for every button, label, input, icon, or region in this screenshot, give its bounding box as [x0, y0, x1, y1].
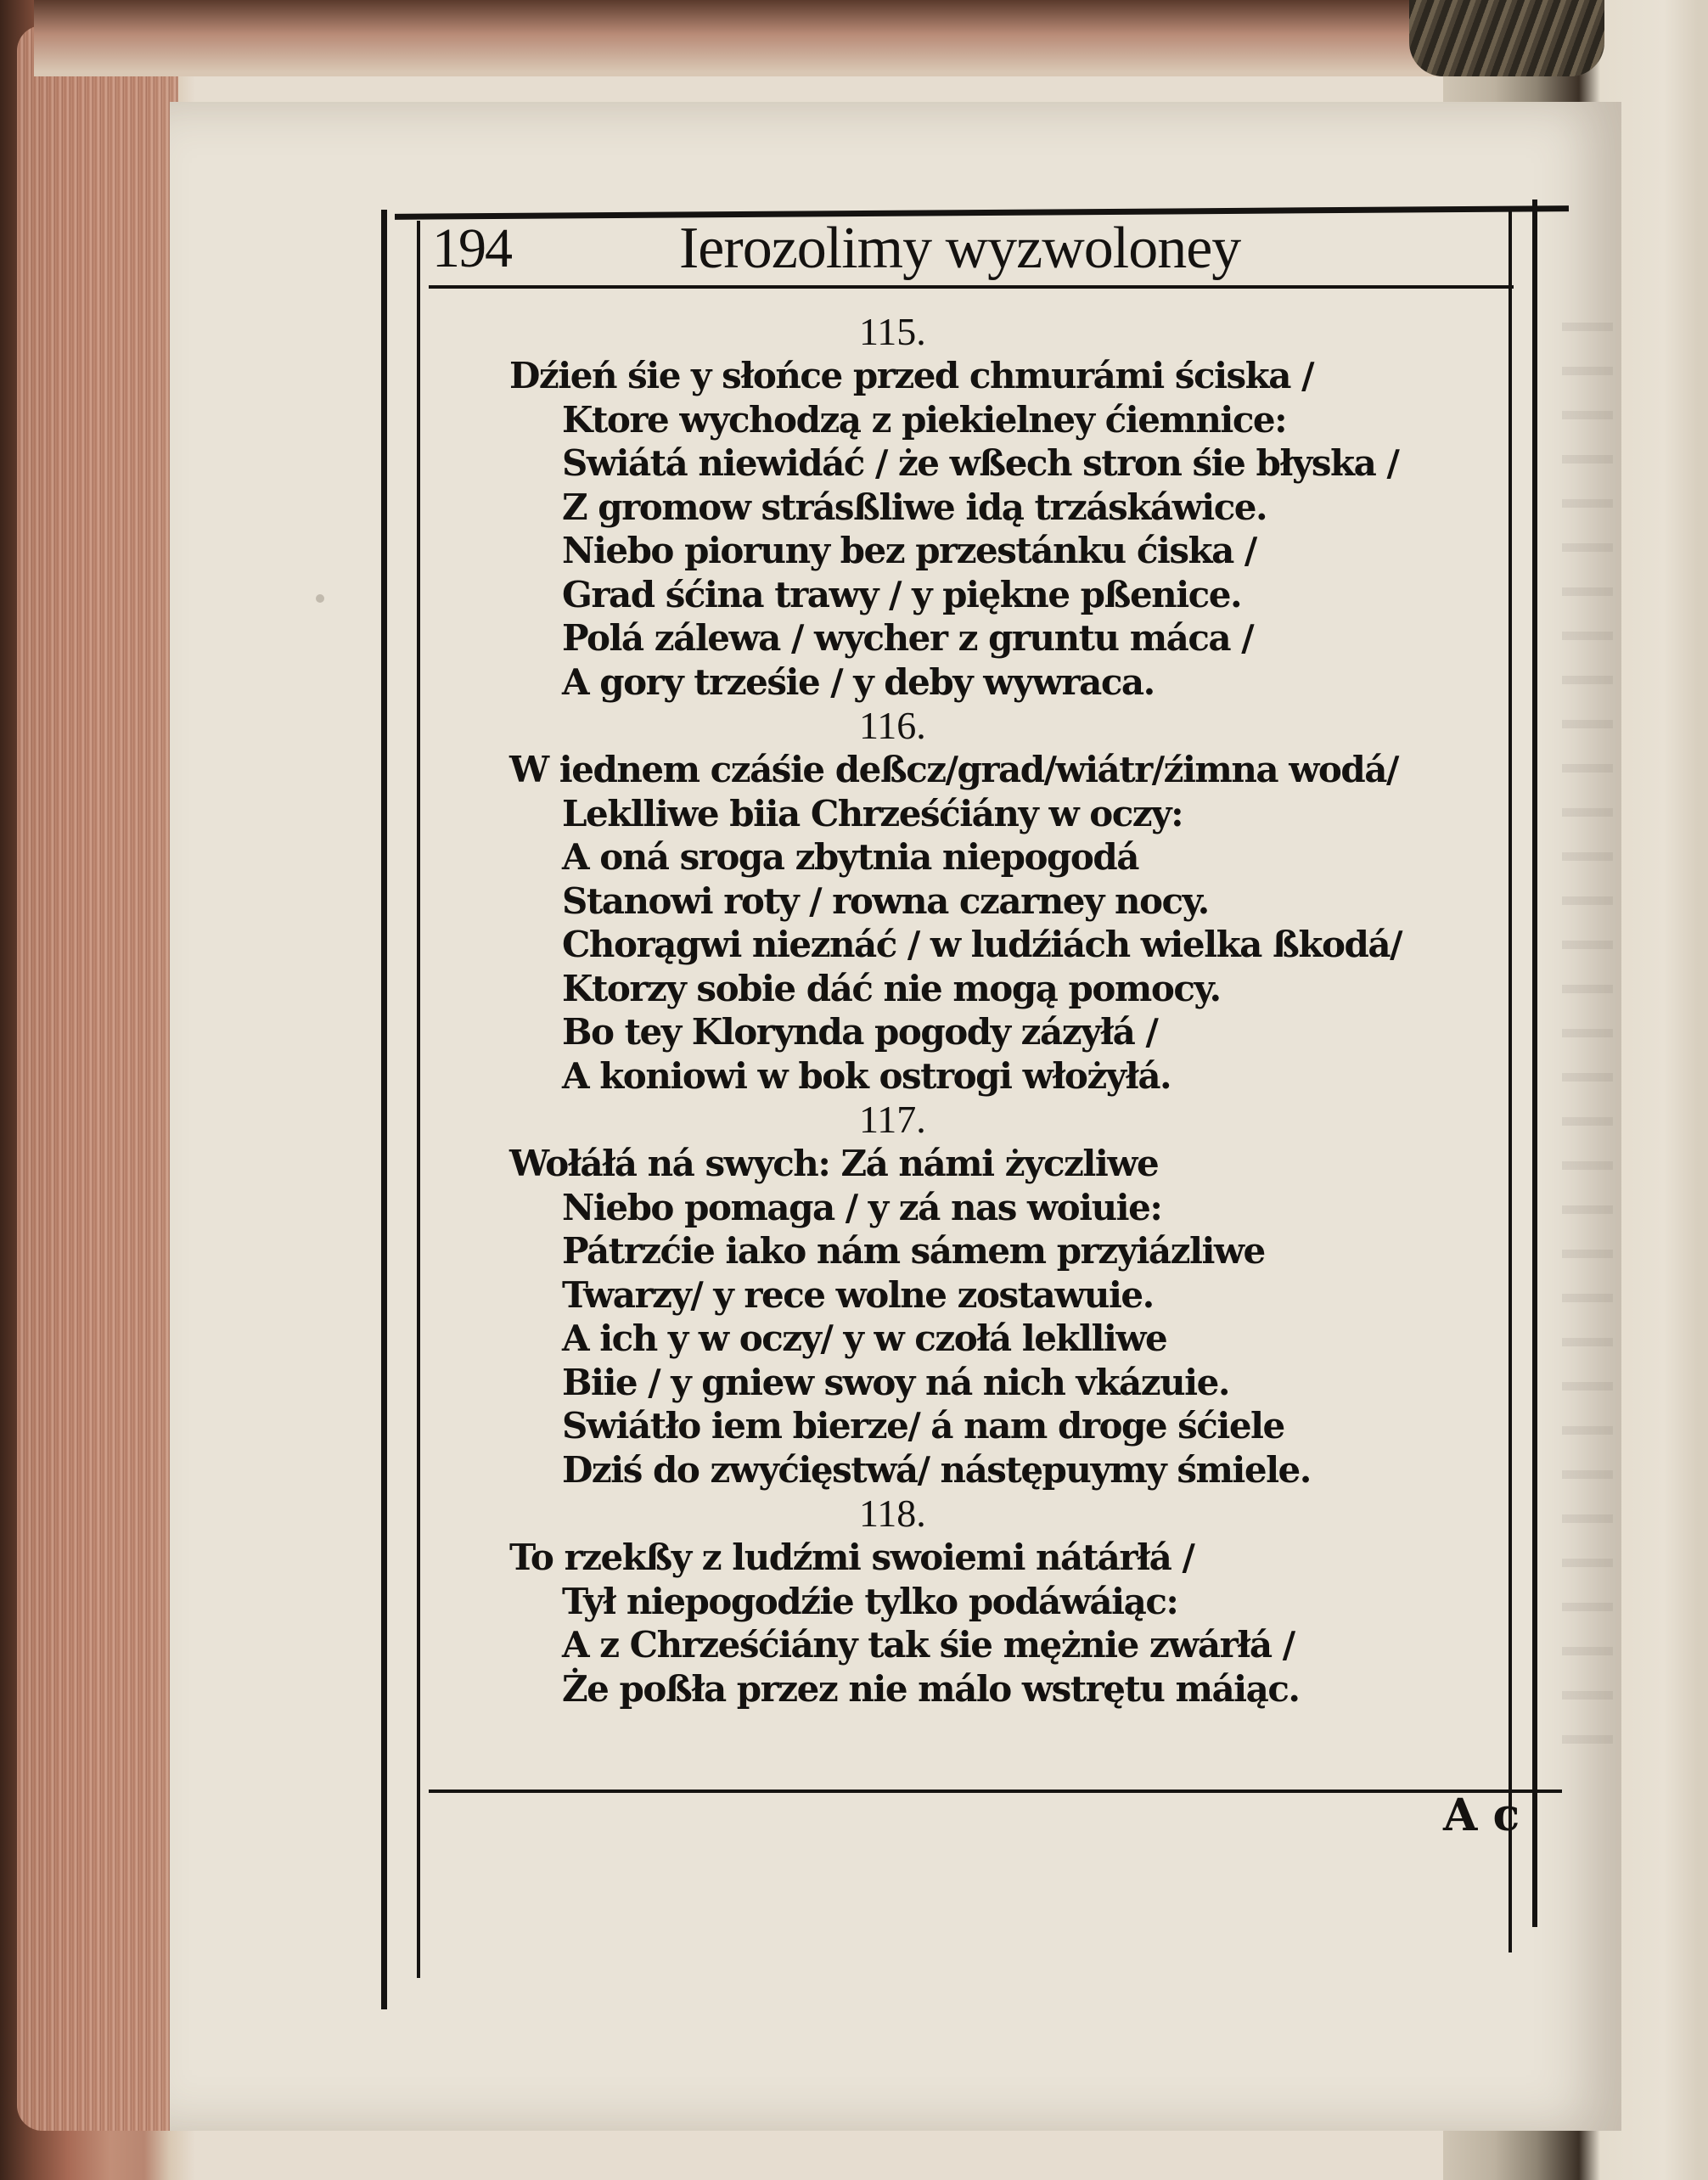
- verse-line: To rzekßy z ludźmi swoiemi nátárłá /: [509, 1537, 1194, 1578]
- stanza: [509, 1098, 1494, 1492]
- verse-line: Ktorzy sobie dáć nie mogą pomocy.: [562, 967, 1221, 1009]
- verse-line: A oná sroga zbytnia niepogodá: [562, 836, 1138, 878]
- poem-text-block: [509, 310, 1494, 1711]
- catchword: A c: [1443, 1790, 1520, 1841]
- verse-line: Biie / y gniew swoy ná nich vkázuie.: [562, 1361, 1229, 1403]
- verse-line: Z gromow strásßliwe idą trzáskáwice.: [562, 486, 1267, 528]
- frame-right-inner-rule: [1509, 211, 1512, 1952]
- bleed-through: [1562, 323, 1613, 1766]
- ink-spot: [316, 594, 324, 603]
- top-edge: [34, 0, 1647, 76]
- frame-left-outer-rule: [381, 210, 387, 2009]
- verse-line: Pátrzćie iako nám sámem przyiázliwe: [562, 1230, 1265, 1272]
- verse-line: W iednem czáśie deßcz/grad/wiátr/źimna wodá/: [509, 749, 1398, 790]
- stanza-number: 116.: [859, 704, 926, 747]
- verse-line: Polá zálewa / wycher z gruntu máca /: [562, 617, 1254, 659]
- verse-line: A ich y w oczy/ y w czołá leklliwe: [562, 1318, 1167, 1359]
- frame-header-rule: [429, 285, 1514, 289]
- verse-line: Niebo pomaga / y zá nas woiuie:: [562, 1186, 1162, 1228]
- verse-line: Grad śćina trawy / y piękne pßenice.: [562, 573, 1242, 615]
- verse-line: A z Chrześćiány tak śie mężnie zwárłá /: [562, 1624, 1295, 1666]
- stanza: [509, 310, 1494, 704]
- stanza: [509, 704, 1494, 1098]
- frame-bottom-rule: [429, 1790, 1562, 1793]
- verse-line: Leklliwe biia Chrześćiány w oczy:: [562, 792, 1183, 834]
- page-number: 194: [432, 217, 511, 279]
- stanza-number: 117.: [859, 1098, 926, 1141]
- verse-line: Stanowi roty / rowna czarney nocy.: [562, 879, 1209, 922]
- verse-line: Niebo pioruny bez przestánku ćiska /: [562, 530, 1256, 571]
- verse-line: Bo tey Klorynda pogody zázyłá /: [562, 1011, 1158, 1053]
- verse-line: A koniowi w bok ostrogi włożyłá.: [562, 1054, 1171, 1097]
- frame-left-inner-rule: [417, 221, 420, 1978]
- verse-line: Dziś do zwyćięstwá/ nástępuymy śmiele.: [562, 1448, 1311, 1491]
- binding-headband: [1409, 0, 1604, 76]
- verse-line: Wołáłá ná swych: Zá námi życzliwe: [509, 1143, 1159, 1184]
- page-edges: [17, 25, 178, 2131]
- verse-line: Że poßła przez nie málo wstrętu máiąc.: [562, 1667, 1300, 1710]
- stanza: [509, 1492, 1494, 1711]
- verse-line: Twarzy/ y rece wolne zostawuie.: [562, 1273, 1154, 1316]
- running-head: [429, 216, 1514, 284]
- verse-line: Swiátło iem bierze/ á nam droge śćiele: [562, 1405, 1284, 1447]
- verse-line: Dźień śie y słońce przed chmurámi ściska /: [509, 355, 1313, 396]
- running-title: Ierozolimy wyzwoloney: [679, 216, 1241, 281]
- verse-line: A gory trześie / y deby wywraca.: [562, 660, 1155, 703]
- verse-line: Tył niepogodźie tylko podáwáiąc:: [562, 1580, 1178, 1622]
- verse-line: Chorągwi nieznáć / w ludźiách wielka ßkodá/: [562, 924, 1402, 965]
- frame-right-outer-rule: [1532, 199, 1537, 1927]
- stanza-number: 118.: [859, 1492, 926, 1535]
- stanza-number: 115.: [859, 310, 926, 353]
- verse-line: Swiátá niewidáć / że wßech stron śie błyska /: [562, 442, 1399, 484]
- verse-line: Ktore wychodzą z piekielney ćiemnice:: [562, 398, 1287, 441]
